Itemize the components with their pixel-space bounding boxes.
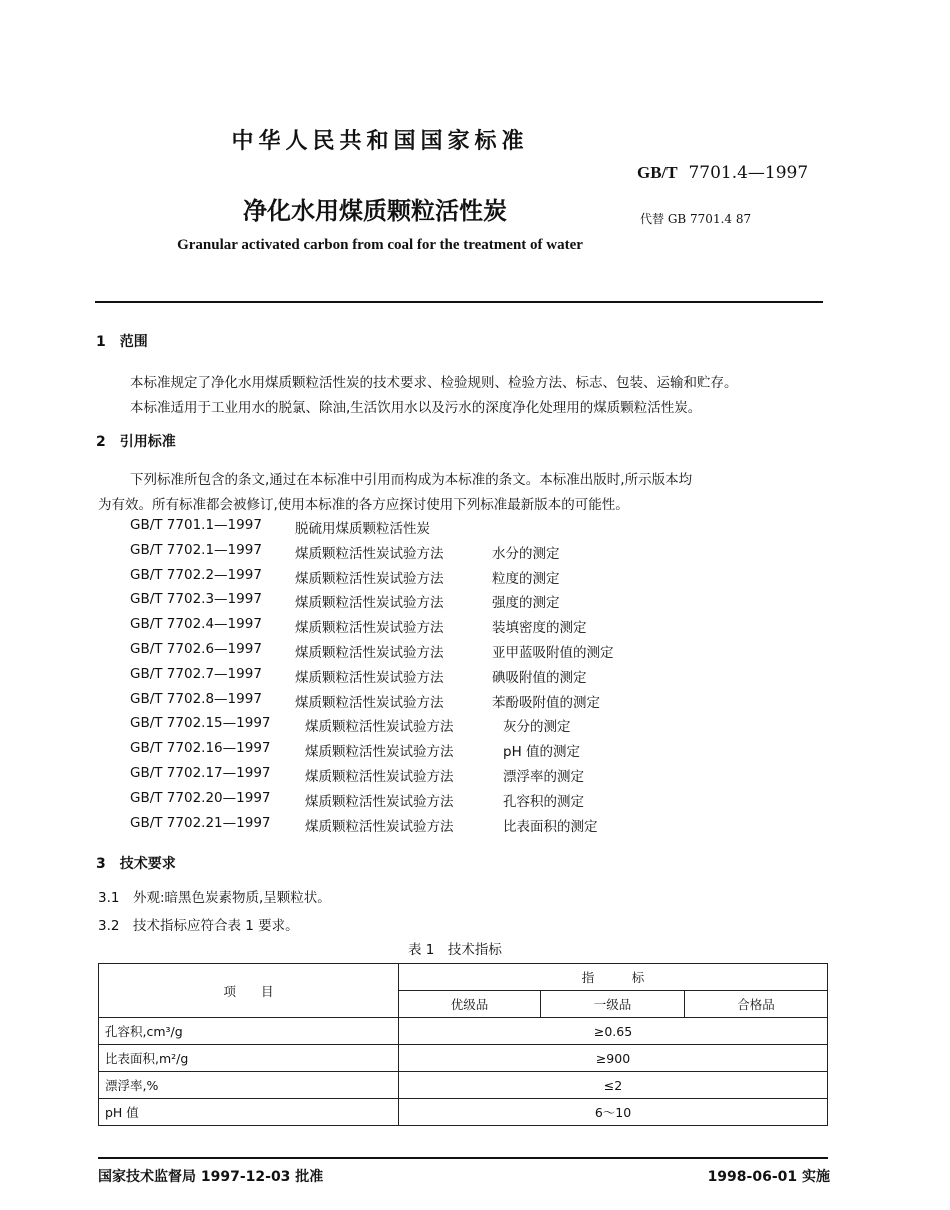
reference-name: 煤质颗粒活性炭试验方法 [305,818,454,835]
reference-code: GB/T 7702.6—1997 [130,641,262,657]
reference-name: 煤质颗粒活性炭试验方法 [305,769,454,785]
row-value: ≤2 [399,1072,828,1099]
org-title: 中华人民共和国国家标准 [231,129,529,154]
table-row [99,1018,828,1045]
reference-name: 煤质颗粒活性炭试验方法 [295,595,444,612]
header-grade: 一级品 [541,991,685,1018]
row-item: 漂浮率,% [99,1072,399,1099]
reference-item: 孔容积的测定 [503,793,584,810]
reference-item: 苯酚吸附值的测定 [492,694,600,711]
reference-code: GB/T 7702.8—1997 [130,690,262,707]
reference-name: 脱硫用煤质颗粒活性炭 [295,521,430,537]
document-title: 净化水用煤质颗粒活性炭 [243,197,507,225]
reference-item: 漂浮率的测定 [503,769,584,785]
reference-name: 煤质颗粒活性炭试验方法 [305,744,454,761]
reference-item: 装填密度的测定 [492,620,587,637]
section-1-para: 本标准规定了净化水用煤质颗粒活性炭的技术要求、检验规则、检验方法、标志、包装、运输和贮存。 [130,375,738,391]
reference-item: 碘吸附值的测定 [492,669,587,686]
reference-item: 比表面积的测定 [503,818,598,835]
header-item: 项 目 [99,964,399,1018]
standard-code [637,163,808,183]
header-rule [95,301,823,303]
reference-item: 强度的测定 [492,595,560,612]
reference-item: 粒度的测定 [492,570,560,587]
table-header-row [99,964,828,991]
reference-name: 煤质颗粒活性炭试验方法 [295,669,444,686]
reference-item: 亚甲蓝吸附值的测定 [492,645,614,661]
row-item: pH 值 [99,1099,399,1126]
reference-name: 煤质颗粒活性炭试验方法 [295,570,444,587]
section-2-para: 下列标准所包含的条文,通过在本标准中引用而构成为本标准的条文。本标准出版时,所示版本均 [130,472,693,488]
section-1-para: 本标准适用于工业用水的脱氯、除油,生活饮用水以及污水的深度净化处理用的煤质颗粒活性炭。 [130,400,702,416]
row-item: 比表面积,m²/g [99,1045,399,1072]
footer-rule [98,1157,828,1159]
reference-name: 煤质颗粒活性炭试验方法 [305,793,454,810]
clause-3-2: 3.2 技术指标应符合表 1 要求。 [98,918,299,934]
reference-name: 煤质颗粒活性炭试验方法 [295,694,444,711]
table-row [99,1045,828,1072]
code-number: 7701.4—1997 [688,163,809,183]
reference-name: 煤质颗粒活性炭试验方法 [305,719,454,736]
table-row [99,1099,828,1126]
reference-item: pH 值的测定 [503,744,581,761]
row-item: 孔容积,cm³/g [99,1018,399,1045]
reference-name: 煤质颗粒活性炭试验方法 [295,645,444,661]
header-grade: 优级品 [399,991,541,1018]
reference-code: GB/T 7702.17—1997 [130,765,271,781]
reference-code: GB/T 7702.21—1997 [130,814,271,831]
effective-date: 1998-06-01 实施 [707,1169,830,1185]
reference-item: 水分的测定 [492,545,560,562]
spec-table [98,963,828,1126]
row-value: 6～10 [399,1099,828,1126]
section-1-heading: 1 范围 [96,334,148,350]
section-2-para: 为有效。所有标准都会被修订,使用本标准的各方应探讨使用下列标准最新版本的可能性。 [98,497,629,513]
reference-code: GB/T 7701.1—1997 [130,517,262,533]
reference-code: GB/T 7702.1—1997 [130,541,262,558]
row-value: ≥0.65 [399,1018,828,1045]
table-caption: 表 1 技术指标 [408,942,502,958]
replaces-note: 代替 GB 7701.4 87 [640,212,752,226]
reference-item: 灰分的测定 [503,719,571,736]
section-3-heading: 3 技术要求 [96,856,176,872]
reference-code: GB/T 7702.15—1997 [130,715,271,732]
reference-name: 煤质颗粒活性炭试验方法 [295,545,444,562]
table-row [99,1072,828,1099]
code-prefix: GB/T [637,163,678,182]
row-value: ≥900 [399,1045,828,1072]
reference-code: GB/T 7702.7—1997 [130,665,262,682]
reference-code: GB/T 7702.20—1997 [130,789,271,806]
reference-code: GB/T 7702.3—1997 [130,591,262,608]
header-index: 指 标 [399,964,828,991]
approval-date: 国家技术监督局 1997-12-03 批准 [98,1169,324,1185]
reference-name: 煤质颗粒活性炭试验方法 [295,620,444,637]
english-title: Granular activated carbon from coal for the treatment of water [177,237,583,253]
reference-code: GB/T 7702.16—1997 [130,740,271,757]
reference-code: GB/T 7702.2—1997 [130,566,262,583]
reference-code: GB/T 7702.4—1997 [130,616,262,633]
clause-3-1: 3.1 外观:暗黑色炭素物质,呈颗粒状。 [98,890,331,906]
header-grade: 合格品 [685,991,828,1018]
section-2-heading: 2 引用标准 [96,434,176,450]
